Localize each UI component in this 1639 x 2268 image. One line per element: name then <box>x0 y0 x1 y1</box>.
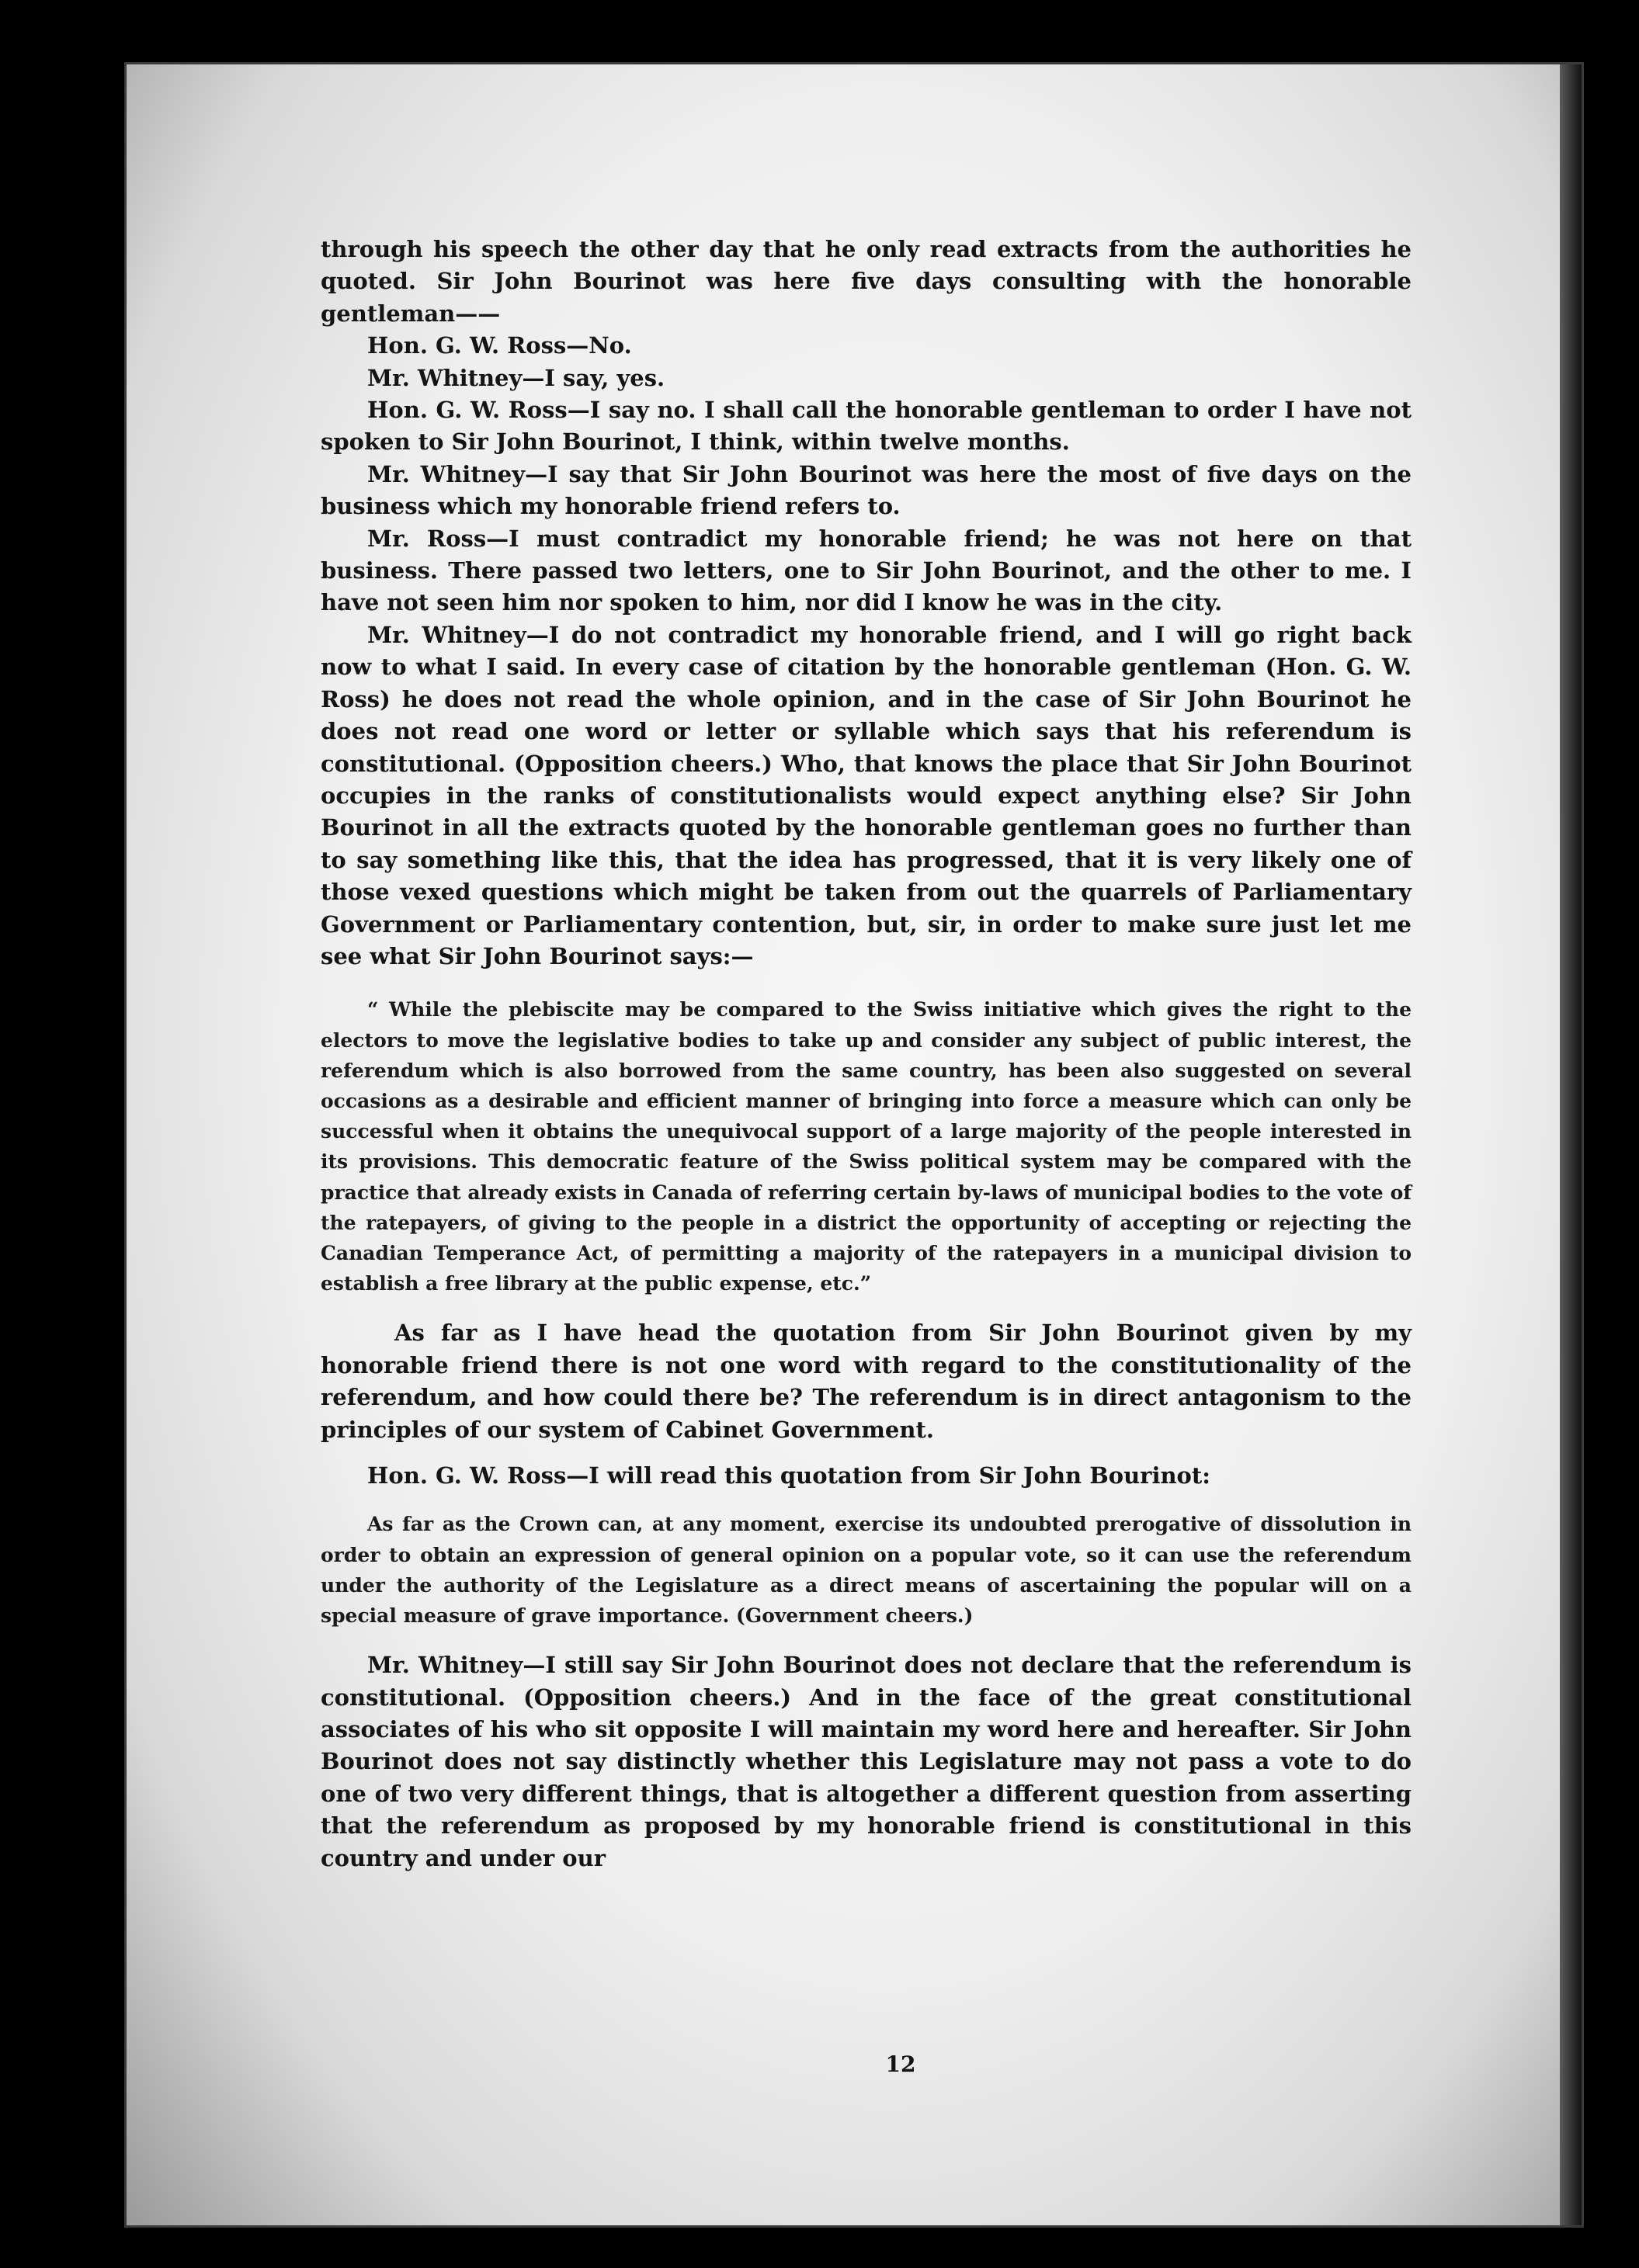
paragraph-ross-no: Hon. G. W. Ross—No. <box>367 332 632 359</box>
paragraph-whitney-antagonism: As far as I have head the quotation from Sir John Bourinot given by my honorable friend there is not one word with regard to the constitutionality of the referendum, and how could there be? The referendum is in direct antagonism to the principles of our system of Cabinet Government. <box>321 1320 1412 1443</box>
paragraph-whitney-five-days: Mr. Whitney—I say that Sir John Bourinot was here the most of five days on the business which my honorable friend refers to. <box>321 460 1412 520</box>
page-edge-shadow <box>1560 64 1582 2225</box>
body-text <box>321 234 1412 1874</box>
paragraph-whitney-yes: Mr. Whitney—I say, yes. <box>367 364 665 391</box>
paragraph-whitney-still-say: Mr. Whitney—I still say Sir John Bourinot does not declare that the referendum is constitutional. (Opposition cheers.) And in the face of the great constitutional associates of his who sit opposite I will maintain my word here and hereafter. Sir John Bourinot does not say distinctly whether this Legislature may not pass a vote to do one of two very different things, that is altogether a different question from asserting that the referendum as proposed by my honorable friend is constitutional in this country and under our <box>321 1652 1412 1871</box>
paragraph-whitney-citation: Mr. Whitney—I do not contradict my honorable friend, and I will go right back now to what I said. In every case of citation by the honorable gentleman (Hon. G. W. Ross) he does not read the whole opinion, and in the case of Sir John Bourinot he does not read one word or letter or syllable which says that his referendum is constitutional. (Opposition cheers.) Who, that knows the place that Sir John Bourinot occupies in the ranks of constitutionalists would expect anything else? Sir John Bourinot in all the extracts quoted by the honorable gentleman goes no further than to say something like this, that the idea has progressed, that it is very likely one of those vexed questions which might be taken from out the quarrels of Parliamentary Government or Parliamentary contention, but, sir, in order to make sure just let me see what Sir John Bourinot says:— <box>321 621 1412 969</box>
paragraph-continuation: through his speech the other day that he only read extracts from the authorities he quoted. Sir John Bourinot was here five days consulting with the honorable gentleman—— <box>321 236 1412 327</box>
paragraph-ross-quotation: Hon. G. W. Ross—I will read this quotation from Sir John Bourinot: <box>367 1462 1210 1489</box>
document-page <box>124 62 1584 2228</box>
page-number: 12 <box>885 2051 916 2077</box>
block-quote-crown: As far as the Crown can, at any moment, exercise its undoubted prerogative of dissolution in order to obtain an expression of general opinion on a popular vote, so it can use the referendum under the authority of the Legislature as a direct means of ascertaining the popular will on a special measure of grave importance. (Government cheers.) <box>321 1513 1412 1628</box>
block-quote-plebiscite: “ While the plebiscite may be compared to the Swiss initiative which gives the right to the electors to move the legislative bodies to take up and consider any subject of public interest, the referendum which is also borrowed from the same country, has been also suggested on several occasions as a desirable and efficient manner of bringing into force a measure which can only be successful when it obtains the unequivocal support of a large majority of the people interested in its provisions. This democratic feature of the Swiss political system may be compared with the practice that already exists in Canada of referring certain by-laws of municipal bodies to the vote of the ratepayers, of giving to the people in a district the opportunity of accepting or rejecting the Canadian Temperance Act, of permitting a majority of the ratepayers in a municipal division to establish a free library at the public expense, etc.” <box>321 998 1412 1295</box>
paragraph-ross-contradict: Mr. Ross—I must contradict my honorable friend; he was not here on that business. There passed two letters, one to Sir John Bourinot, and the other to me. I have not seen him nor spoken to him, nor did I know he was in the city. <box>321 525 1412 616</box>
paragraph-ross-order: Hon. G. W. Ross—I say no. I shall call the honorable gentleman to order I have not spoken to Sir John Bourinot, I think, within twelve months. <box>321 397 1412 456</box>
